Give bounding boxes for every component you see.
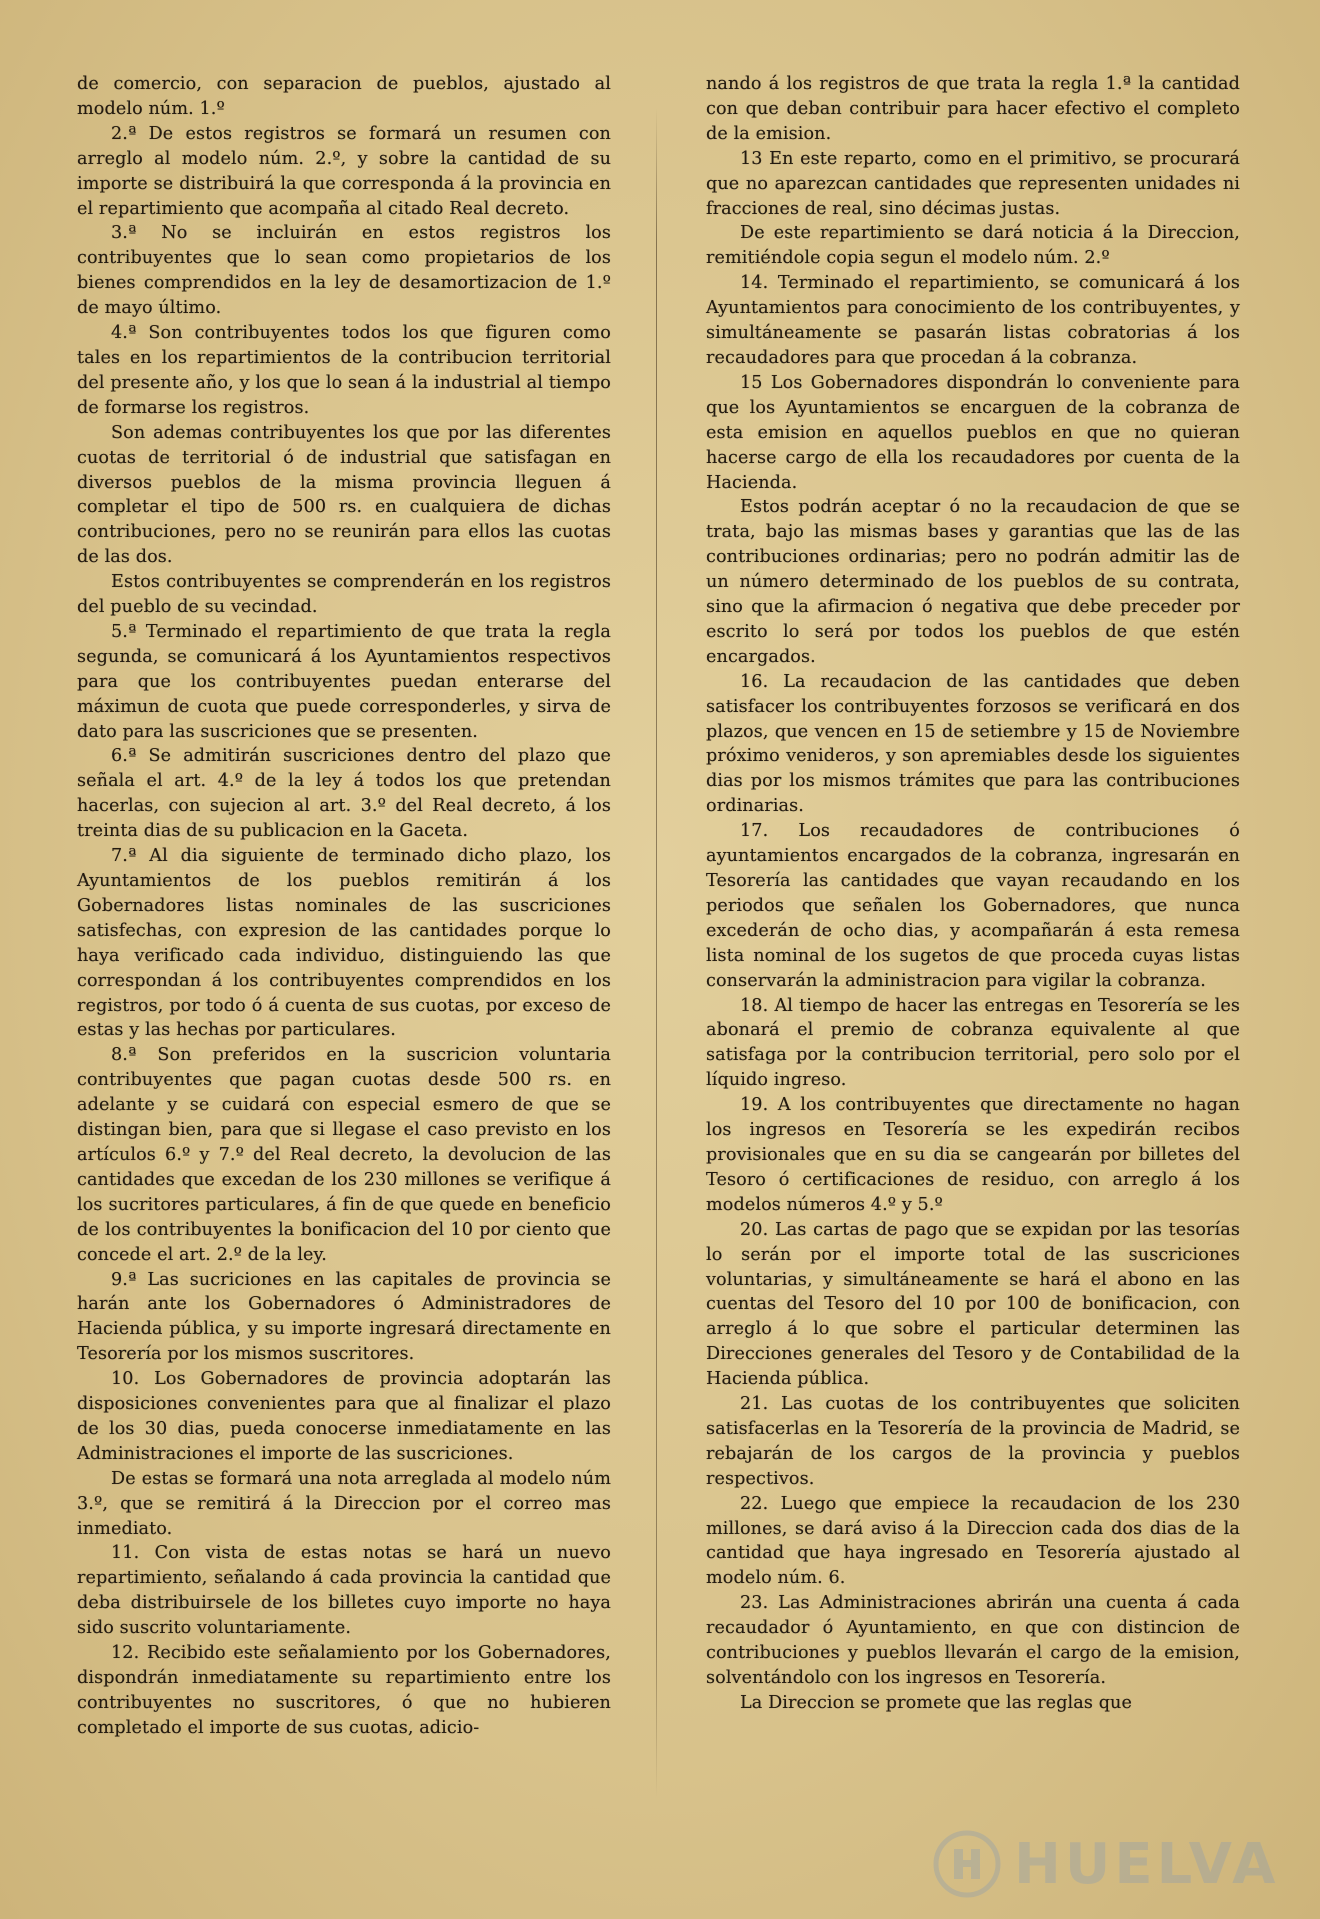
- paragraph: 5.ª Terminado el repartimiento de que trata la regla segunda, se comunicará á los Ayuntamientos respectivos para que los contribuyentes puedan enterarse del máximun de cuota que puede corresponderles, y sirva de dato para las suscriciones que se presenten.: [77, 621, 611, 742]
- paragraph: Son ademas contribuyentes los que por las diferentes cuotas de territorial ó de industrial que satisfagan en diversos pueblos de la misma provincia lleguen á completar el tipo de 500 rs. en cualquiera de dichas contribuciones, pero no se reunirán para ellos las cuotas de las dos.: [77, 422, 611, 568]
- paragraph: 13 En este reparto, como en el primitivo, se procurará que no aparezcan cantidades que representen unidades ni fracciones de real, sino décimas justas.: [706, 148, 1240, 219]
- watermark: [932, 1824, 1302, 1904]
- paragraph: 20. Las cartas de pago que se expidan por las tesorías lo serán por el importe total de las suscriciones voluntarias, y simultáneamente se hará el abono en las cuentas del Tesoro del 10 por 100 de bonificacion, con arreglo á lo que sobre el particular determinen las Direcciones generales del Tesoro y de Contabilidad de la Hacienda pública.: [706, 1219, 1240, 1390]
- paragraph: 15 Los Gobernadores dispondrán lo conveniente para que los Ayuntamientos se encarguen de la cobranza de esta emision en aquellos pueblos en que no quieran hacerse cargo de ella los recaudadores por cuenta de la Hacienda.: [706, 372, 1240, 493]
- paragraph: de comercio, con separacion de pueblos, ajustado al modelo núm. 1.º: [77, 74, 611, 119]
- left-column: [77, 72, 611, 1741]
- paragraph: Estos podrán aceptar ó no la recaudacion de que se trata, bajo las mismas bases y garantias que las de las contribuciones ordinarias; pero no podrán admitir las de un número determinado de los pueblos de su contrata, sino que la afirmacion ó negativa que debe preceder por escrito lo será por todos los pueblos de que estén encargados.: [706, 497, 1240, 667]
- paragraph: 3.ª No se incluirán en estos registros los contribuyentes que lo sean como propietarios de los bienes comprendidos en la ley de desamortizacion de 1.º de mayo último.: [77, 223, 611, 319]
- paragraph: 2.ª De estos registros se formará un resumen con arreglo al modelo núm. 2.º, y sobre la cantidad de su importe se distribuirá la que corresponda á la provincia en el repartimiento que acompaña al citado Real decreto.: [77, 123, 611, 219]
- paragraph: 4.ª Son contribuyentes todos los que figuren como tales en los repartimientos de la contribucion territorial del presente año, y los que lo sean á la industrial al tiempo de formarse los registros.: [77, 323, 611, 418]
- paragraph: 19. A los contribuyentes que directamente no hagan los ingresos en Tesorería se les expedirán recibos provisionales que en su dia se cangearán por billetes del Tesoro ó certificaciones de residuo, con arreglo á los modelos números 4.º y 5.º: [706, 1095, 1240, 1215]
- paragraph: La Direccion se promete que las reglas que: [740, 1692, 1133, 1713]
- watermark-text: HUELVA: [1014, 1831, 1280, 1897]
- paragraph: De estas se formará una nota arreglada al modelo núm 3.º, que se remitirá á la Direccion por el correo mas inmediato.: [77, 1468, 611, 1539]
- paragraph: 9.ª Las sucriciones en las capitales de provincia se harán ante los Gobernadores ó Administradores de Hacienda pública, y su importe ingresará directamente en Tesorería por los mismos suscritores.: [77, 1269, 611, 1365]
- paragraph: 14. Terminado el repartimiento, se comunicará á los Ayuntamientos para conocimiento de los contribuyentes, y simultáneamente se pasarán listas cobratorias á los recaudadores para que procedan á la cobranza.: [706, 273, 1240, 368]
- archive-seal-icon: [932, 1829, 1002, 1899]
- paragraph: 17. Los recaudadores de contribuciones ó ayuntamientos encargados de la cobranza, ingresarán en Tesorería las cantidades que vayan recaudando en los periodos que señalen los Gobernadores, que nunca excederán de ocho dias, y acompañarán á esta remesa lista nominal de los sugetos de que proceda cuyas listas conservarán la administracion para vigilar la cobranza.: [706, 821, 1240, 991]
- paragraph: 12. Recibido este señalamiento por los Gobernadores, dispondrán inmediatamente su repartimiento entre los contribuyentes no suscritores, ó que no hubieren completado el importe de sus cuotas, adicio-: [77, 1643, 611, 1738]
- paragraph: 6.ª Se admitirán suscriciones dentro del plazo que señala el art. 4.º de la ley á todos los que pretendan hacerlas, con sujecion al art. 3.º del Real decreto, á los treinta dias de su publicacion en la Gaceta.: [77, 746, 611, 842]
- paragraph: 18. Al tiempo de hacer las entregas en Tesorería se les abonará el premio de cobranza equivalente al que satisfaga por la contribucion territorial, pero solo por el líquido ingreso.: [706, 995, 1240, 1091]
- paragraph: 7.ª Al dia siguiente de terminado dicho plazo, los Ayuntamientos de los pueblos remitirán á los Gobernadores listas nominales de las suscriciones satisfechas, con expresion de las cantidades porque lo haya verificado cada individuo, distinguiendo las que correspondan á los contribuyentes comprendidos en los registros, por todo ó á cuenta de sus cuotas, por exceso de estas y las hechas por particulares.: [77, 846, 611, 1041]
- paragraph: 10. Los Gobernadores de provincia adoptarán las disposiciones convenientes para que al finalizar el plazo de los 30 dias, pueda conocerse inmediatamente en las Administraciones el importe de las suscriciones.: [77, 1369, 611, 1464]
- right-column: [706, 72, 1240, 1716]
- paragraph: 16. La recaudacion de las cantidades que deben satisfacer los contribuyentes forzosos se verificará en dos plazos, que vencen en 15 de setiembre y 15 de Noviembre próximo venideros, y son apremiables desde los siguientes dias por los mismos trámites que para las contribuciones ordinarias.: [706, 671, 1240, 817]
- paragraph: De este repartimiento se dará noticia á la Direccion, remitiéndole copia segun el modelo núm. 2.º: [706, 223, 1240, 269]
- paragraph: 22. Luego que empiece la recaudacion de los 230 millones, se dará aviso á la Direccion cada dos dias de la cantidad que haya ingresado en Tesorería ajustado al modelo núm. 6.: [706, 1493, 1240, 1589]
- paragraph: 23. Las Administraciones abrirán una cuenta á cada recaudador ó Ayuntamiento, en que con distincion de contribuciones y pueblos llevarán el cargo de la emision, solventándolo con los ingresos en Tesorería.: [706, 1593, 1240, 1688]
- paragraph: 11. Con vista de estas notas se hará un nuevo repartimiento, señalando á cada provincia la cantidad que deba distribuirsele de los billetes cuyo importe no haya sido suscrito voluntariamente.: [77, 1543, 611, 1639]
- paragraph: 8.ª Son preferidos en la suscricion voluntaria contribuyentes que pagan cuotas desde 500 rs. en adelante y se cuidará con especial esmero de que se distingan bien, para que si llegase el caso previsto en los artículos 6.º y 7.º del Real decreto, la devolucion de las cantidades que excedan de los 230 millones se verifique á los sucritores particulares, á fin de que quede en beneficio de los contribuyentes la bonificacion del 10 por ciento que concede el art. 2.º de la ley.: [77, 1045, 611, 1265]
- paragraph: Estos contribuyentes se comprenderán en los registros del pueblo de su vecindad.: [77, 572, 611, 618]
- paragraph: 21. Las cuotas de los contribuyentes que soliciten satisfacerlas en la Tesorería de la provincia de Madrid, se rebajarán de los cargos de la provincia y pueblos respectivos.: [706, 1394, 1240, 1489]
- paragraph: nando á los registros de que trata la regla 1.ª la cantidad con que deban contribuir para hacer efectivo el completo de la emision.: [706, 74, 1240, 144]
- column-divider: [656, 108, 657, 1798]
